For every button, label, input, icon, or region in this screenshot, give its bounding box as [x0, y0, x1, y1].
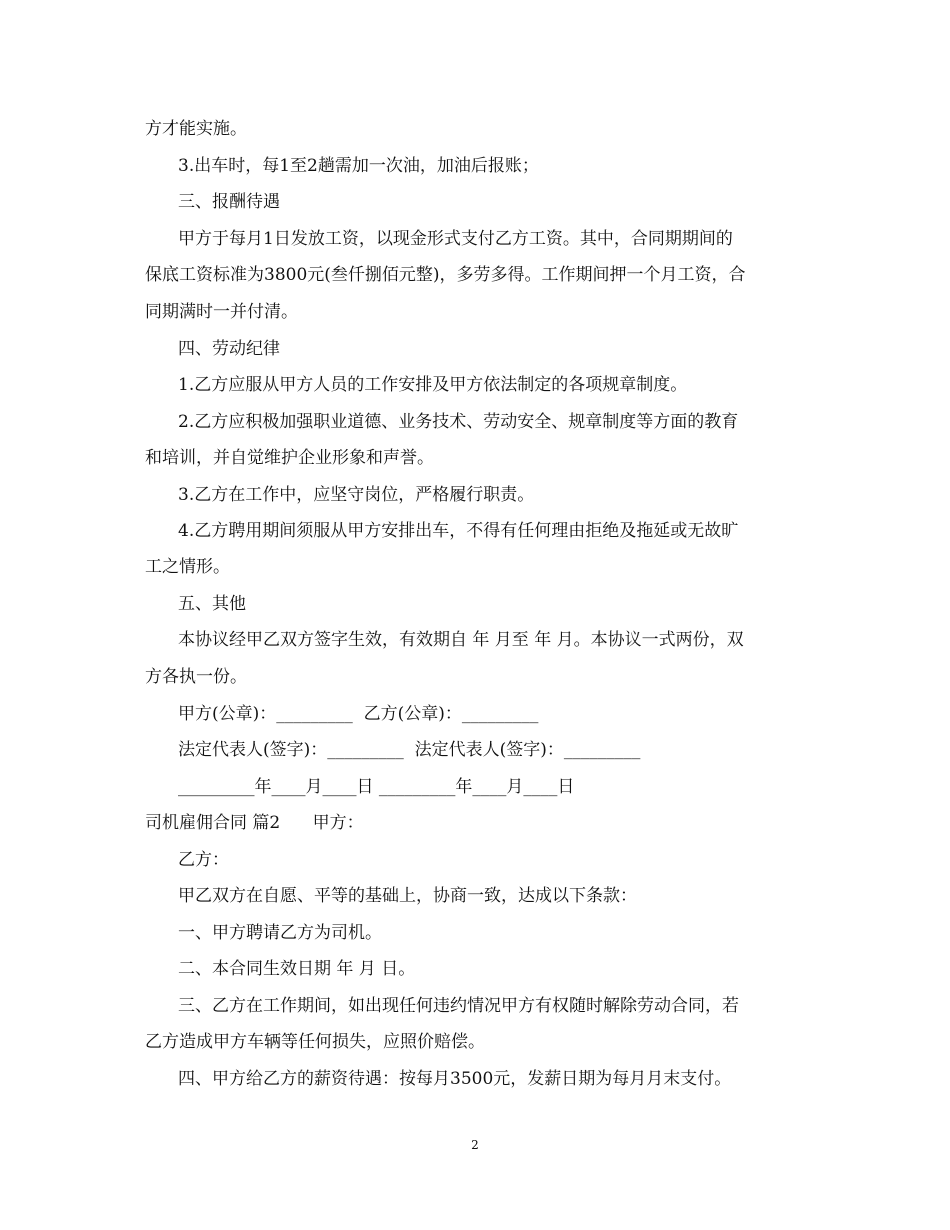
paragraph-line: 甲乙双方在自愿、平等的基础上，协商一致，达成以下条款： [178, 886, 637, 906]
paragraph-line: 工之情形。 [145, 557, 230, 577]
section-heading: 五、其他 [178, 594, 246, 614]
signature-line: 甲方(公章)：_________ 乙方(公章)：_________ [178, 704, 539, 724]
section-heading: 四、劳动纪律 [178, 339, 280, 359]
paragraph-line: 甲方于每月1日发放工资，以现金形式支付乙方工资。其中，合同期期间的 [178, 229, 733, 249]
paragraph-line: 3.乙方在工作中，应坚守岗位，严格履行职责。 [178, 485, 535, 505]
date-line: _________年____月____日 _________年____月____日 [178, 777, 575, 797]
paragraph-line: 二、本合同生效日期 年 月 日。 [178, 959, 416, 979]
paragraph-line: 1.乙方应服从甲方人员的工作安排及甲方依法制定的各项规章制度。 [178, 375, 688, 395]
paragraph-line: 方才能实施。 [145, 119, 247, 139]
paragraph-line: 和培训，并自觉维护企业形象和声誉。 [145, 448, 434, 468]
page-number: 2 [471, 1138, 479, 1152]
contract-title: 司机雇佣合同 篇2 甲方： [145, 813, 364, 833]
paragraph-line: 同期满时一并付清。 [145, 302, 298, 322]
paragraph-line: 乙方： [178, 850, 229, 870]
signature-line: 法定代表人(签字)：_________ 法定代表人(签字)：_________ [178, 740, 641, 760]
paragraph-line: 本协议经甲乙双方签字生效，有效期自 年 月至 年 月。本协议一式两份，双 [178, 630, 744, 650]
paragraph-line: 乙方造成甲方车辆等任何损失，应照价赔偿。 [145, 1032, 485, 1052]
paragraph-line: 四、甲方给乙方的薪资待遇：按每月3500元，发薪日期为每月月末支付。 [178, 1069, 732, 1089]
paragraph-line: 一、甲方聘请乙方为司机。 [178, 923, 382, 943]
paragraph-line: 保底工资标准为3800元(叁仟捌佰元整)，多劳多得。工作期间押一个月工资，合 [145, 265, 746, 285]
paragraph-line: 2.乙方应积极加强职业道德、业务技术、劳动安全、规章制度等方面的教育 [178, 412, 739, 432]
paragraph-line: 三、乙方在工作期间，如出现任何违约情况甲方有权随时解除劳动合同，若 [178, 996, 739, 1016]
section-heading: 三、报酬待遇 [178, 192, 280, 212]
paragraph-line: 方各执一份。 [145, 667, 247, 687]
paragraph-line: 4.乙方聘用期间须服从甲方安排出车，不得有任何理由拒绝及拖延或无故旷 [178, 521, 739, 541]
paragraph-line: 3.出车时，每1至2趟需加一次油，加油后报账； [178, 156, 539, 176]
